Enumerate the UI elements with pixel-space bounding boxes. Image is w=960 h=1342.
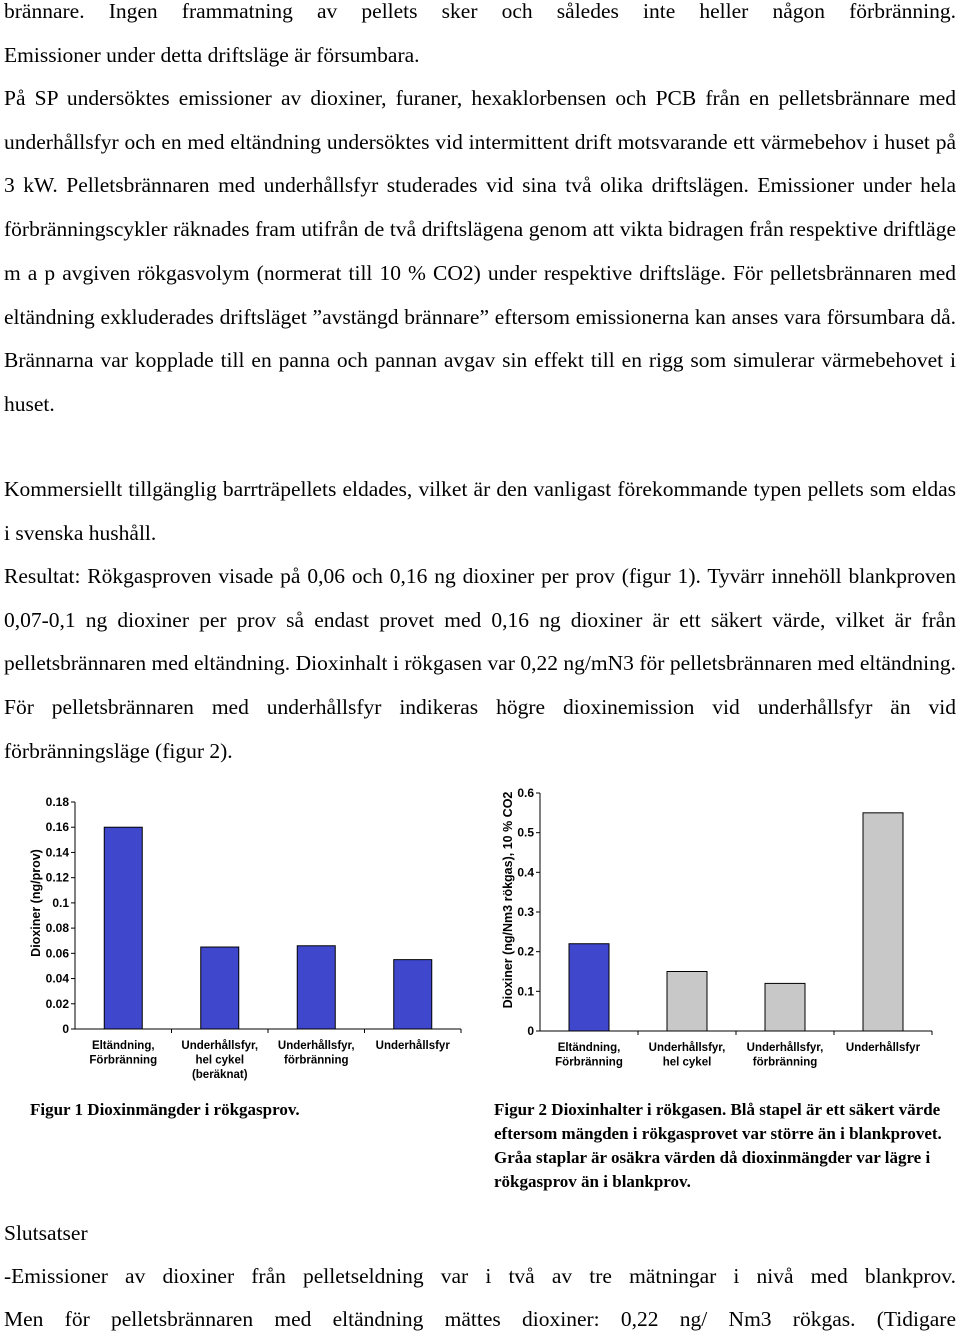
text-line-conclusion-1: -Emissioner av dioxiner från pelletseldning var i två av tre mätningar i nivå med blankprov. <box>4 1264 956 1288</box>
x-category-label: hel cykel <box>195 1054 245 1067</box>
x-category-label: förbränning <box>752 1056 818 1069</box>
y-tick-label: 0.08 <box>45 921 69 936</box>
y-tick-label: 0.1 <box>517 984 534 999</box>
section-heading: Slutsatser <box>4 1221 88 1245</box>
bar <box>104 827 142 1029</box>
x-category-label: Eltändning, <box>557 1042 621 1054</box>
x-category-label: Underhållsfyr, <box>277 1040 355 1052</box>
y-tick-label: 0.4 <box>517 865 534 880</box>
y-tick-label: 0.3 <box>517 905 534 919</box>
y-tick-label: 0.5 <box>517 825 534 840</box>
text-line-conclusion-2: Men för pelletsbrännaren med eltändning mättes dioxiner: 0,22 ng/ Nm3 rökgas. (Tidigare <box>4 1307 956 1331</box>
x-category-label: Förbränning <box>89 1054 158 1067</box>
x-category-label: Underhållsfyr, <box>746 1042 824 1054</box>
x-category-label: Eltändning, <box>91 1040 155 1052</box>
y-tick-label: 0 <box>527 1024 534 1038</box>
figure-2-caption: Figur 2 Dioxinhalter i rökgasen. Blå stapel är ett säkert värde eftersom mängden i rökgasprovet var större än i blankprovet. Gråa staplar är osäkra värden då dioxinmängder var lägre i rökgasprov än i blankprov. <box>494 1100 942 1191</box>
text-line-1: brännare. Ingen frammatning av pellets sker och således inte heller någon förbränning. <box>4 0 956 23</box>
x-category-label: förbränning <box>283 1054 349 1067</box>
bar <box>667 972 707 1032</box>
y-tick-label: 0.2 <box>517 944 534 959</box>
x-category-label: Förbränning <box>555 1056 623 1069</box>
bar <box>765 983 805 1031</box>
y-tick-label: 0.18 <box>45 795 69 809</box>
bar <box>569 944 609 1031</box>
bar <box>201 947 239 1029</box>
x-category-label: Underhållsfyr <box>375 1040 450 1052</box>
text-line-2: Emissioner under detta driftsläge är försumbara. <box>4 43 420 67</box>
y-tick-label: 0.14 <box>45 845 69 860</box>
x-category-label: Underhållsfyr <box>845 1042 921 1054</box>
figure-1-caption: Figur 1 Dioxinmängder i rökgasprov. <box>30 1100 300 1119</box>
x-category-label: Underhållsfyr, <box>181 1040 259 1052</box>
x-category-label: (beräknat) <box>191 1069 248 1081</box>
y-tick-label: 0.12 <box>45 870 69 885</box>
x-category-label: Underhållsfyr, <box>648 1042 726 1054</box>
y-tick-label: 0.1 <box>52 895 69 910</box>
paragraph-method: På SP undersöktes emissioner av dioxiner, furaner, hexaklorbensen och PCB från en pelletsbrännare med underhållsfyr och en med eltändning undersöktes vid intermittent drift motsvarande ett värmebehov i huset på 3 kW. Pelletsbrännaren med underhållsfyr studerades vid sina två olika driftslägen. Emissioner under hela förbränningscykler räknades fram utifrån de två driftslägena genom att vikta bidragen från respektive driftläge m a p avgiven rökgasvolym (normerat till 10 % CO2) under respektive driftsläge. För pelletsbrännaren med eltändning exkluderades driftsläget ”avstängd brännare” eftersom emissionerna kan anses vara försumbara då. Brännarna var kopplade till en panna och pannan avgav sin effekt till en rigg som simulerar värmebehovet i huset. <box>4 86 956 416</box>
paragraph-results: Resultat: Rökgasproven visade på 0,06 och 0,16 ng dioxiner per prov (figur 1). Tyvärr innehöll blankproven 0,07-0,1 ng dioxiner per prov så endast provet med 0,16 ng dioxiner är ett säkert värde, vilket är från pelletsbrännaren med eltändning. Dioxinhalt i rökgasen var 0,22 ng/mN3 för pelletsbrännaren med eltändning. För pelletsbrännaren med underhållsfyr indikeras högre dioxinemission vid underhållsfyr än vid förbränningsläge (figur 2). <box>4 564 956 763</box>
bar <box>863 813 903 1031</box>
x-category-label: hel cykel <box>662 1056 712 1069</box>
paragraph-pellets: Kommersiellt tillgänglig barrträpellets eldades, vilket är den vanligast förekommande typen pellets som eldas i svenska hushåll. <box>4 477 956 545</box>
y-tick-label: 0.04 <box>45 971 69 986</box>
y-axis-label: Dioxiner (ng/Nm3 rökgas), 10 % CO2 <box>501 791 515 1009</box>
y-tick-label: 0.16 <box>45 820 69 835</box>
y-tick-label: 0.02 <box>45 996 69 1011</box>
chart-dioxin-amounts <box>29 795 461 1081</box>
chart-dioxin-concentrations <box>501 786 932 1069</box>
bar <box>297 946 335 1029</box>
bar <box>394 960 432 1029</box>
y-tick-label: 0 <box>62 1022 69 1036</box>
y-tick-label: 0.06 <box>45 946 69 961</box>
y-tick-label: 0.6 <box>517 786 534 800</box>
y-axis-label: Dioxiner (ng/prov) <box>29 849 43 957</box>
